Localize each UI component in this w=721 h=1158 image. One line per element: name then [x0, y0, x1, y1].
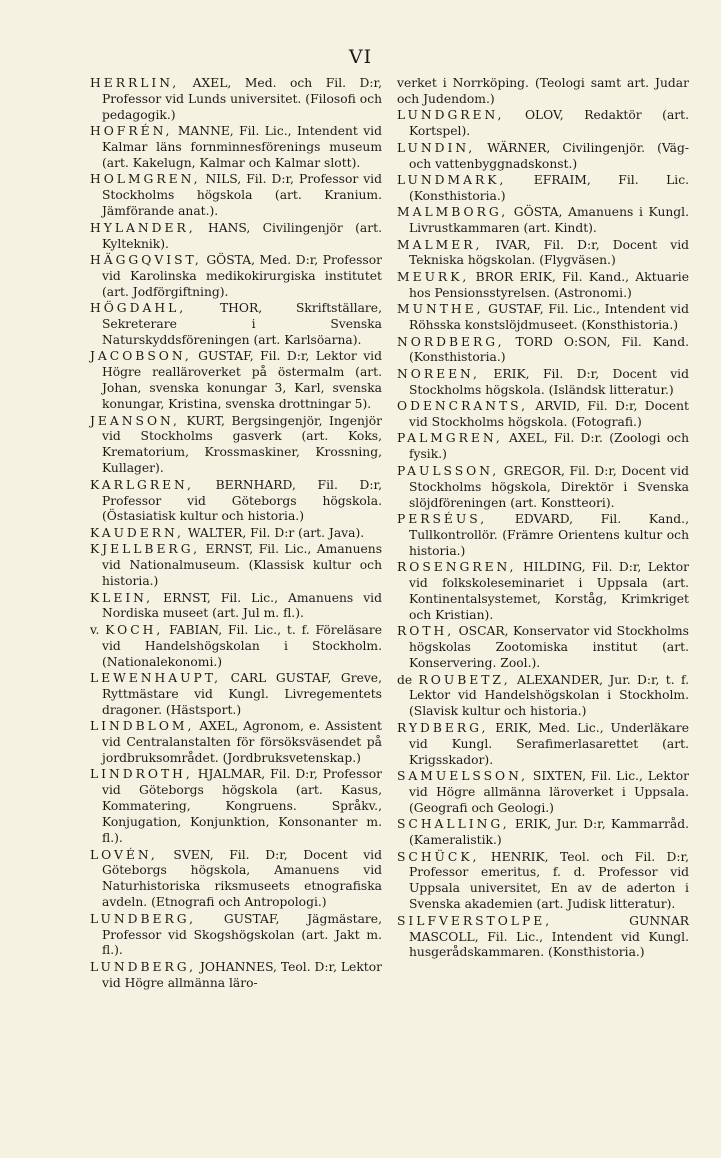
contributor-name: ROSENGREN,: [397, 560, 517, 575]
contributor-entry: [397, 173, 689, 205]
contributor-details: HENRIK, Teol. och Fil. D:r, Professor emeritus, f. d. Professor vid Uppsala universitet, En av de aderton i Svenska akademien (art. Judisk litteratur).: [409, 849, 689, 912]
contributor-details: ERNST, Fil. Lic., Amanuens vid Nationalmuseum. (Klassisk kultur och historia.): [102, 542, 382, 589]
contributor-details: ERIK, Med. Lic., Underläkare vid Kungl. Serafimerlasarettet (art. Krigsskador).: [409, 720, 689, 767]
contributor-entry: [90, 719, 382, 767]
contributor-details: SIXTEN, Fil. Lic., Lektor vid Högre allmänna läroverket i Uppsala. (Geografi och Geologi.): [409, 768, 689, 815]
contributor-details: JOHANNES, Teol. D:r, Lektor vid Högre allmänna läro-: [102, 959, 383, 990]
contributor-details: GUSTAF, Jägmästare, Professor vid Skogshögskolan (art. Jakt m. fl.).: [102, 911, 382, 958]
contributor-entry: [90, 124, 382, 172]
contributor-entry: [90, 76, 382, 124]
contributor-name: ROUBETZ,: [418, 672, 511, 687]
contributor-entry: [397, 335, 689, 367]
contributor-entry: [90, 414, 382, 478]
contributor-entry: [397, 270, 689, 302]
contributor-name: LUNDIN,: [397, 140, 476, 155]
contributor-name: SCHALLING,: [397, 817, 510, 832]
contributor-name: HYLANDER,: [90, 220, 196, 235]
contributor-name: HOFRÉN,: [90, 124, 173, 139]
contributor-entry: [397, 624, 689, 672]
contributor-details: ERIK, Jur. D:r, Kammarråd. (Kameralistik.): [409, 817, 689, 848]
contributor-details: CARL GUSTAF, Greve, Ryttmästare vid Kungl. Livregementets dragoner. (Hästsport.): [102, 671, 382, 717]
contributor-name: HOLMGREN,: [90, 172, 201, 187]
contributor-details: GÖSTA, Amanuens i Kungl. Livrustkammaren (art. Kindt).: [409, 205, 689, 236]
contributor-entry: [397, 108, 689, 140]
contributor-entry: [90, 671, 382, 719]
contributor-name: LUNDBERG,: [90, 959, 197, 974]
contributor-name: MUNTHE,: [397, 302, 484, 317]
contributor-entry: [397, 721, 689, 769]
contributor-details: OSCAR, Konservator vid Stockholms högskolas Zootomiska institut (art. Konservering. Zool.).: [409, 624, 689, 671]
contributor-entry: [397, 76, 689, 108]
contributor-details: GREGOR, Fil. D:r, Docent vid Stockholms högskola, Direktör i Svenska slöjdföreningen (art. Konstteori).: [409, 463, 689, 510]
name-prefix: de: [397, 672, 419, 687]
contributor-details: FABIAN, Fil. Lic., t. f. Föreläsare vid Handelshögskolan i Stockholm. (Nationalekonomi.): [102, 622, 382, 669]
contributor-details: GÖSTA, Med. D:r, Professor vid Karolinska medikokirurgiska institutet (art. Jodförgiftning).: [102, 252, 382, 299]
contributor-details: IVAR, Fil. D:r, Docent vid Tekniska högskolan. (Flygväsen.): [409, 237, 689, 268]
contributor-entry: [90, 172, 382, 220]
contributor-name: HÖGDAHL,: [90, 301, 187, 316]
contributor-name: JACOBSON,: [90, 349, 192, 364]
contributor-entry: [90, 912, 382, 960]
contributor-details: HJALMAR, Fil. D:r, Professor vid Göteborgs högskola (art. Kasus, Kommatering, Kongruens. Språkv., Konjugation, Konjunktion, Konsonanter m. fl.).: [102, 767, 382, 846]
contributor-details: TORD O:SON, Fil. Kand. (Konsthistoria.): [409, 334, 689, 365]
left-column: [90, 76, 382, 992]
contributor-name: KARLGREN,: [90, 477, 194, 492]
contributor-entry: [90, 623, 382, 671]
right-column: [397, 76, 689, 962]
contributor-entry: [90, 960, 382, 992]
contributor-details: GUSTAF, Fil. D:r, Lektor vid Högre realläroverket på östermalm (art. Johan, svenska konungar 3, Karl, svenska konungar, Kristina, svenska drottningar 5).: [102, 349, 382, 412]
contributor-entry: [90, 767, 382, 847]
contributor-entry: [397, 512, 689, 560]
contributor-entry: [397, 238, 689, 270]
contributor-name: ODENCRANTS,: [397, 399, 529, 414]
contributor-entry: [397, 399, 689, 431]
contributor-details: EFRAIM, Fil. Lic. (Konsthistoria.): [409, 172, 689, 203]
contributor-entry: [397, 769, 689, 817]
contributor-entry: [397, 141, 689, 173]
contributor-details: EDVARD, Fil. Kand., Tullkontrollör. (Främre Orientens kultur och historia.): [409, 511, 689, 558]
contributor-entry: [90, 253, 382, 301]
contributor-name: PERSÉUS,: [397, 511, 488, 526]
contributor-name: SCHÜCK,: [397, 849, 480, 864]
contributor-name: ROTH,: [397, 624, 455, 639]
contributor-name: MEURK,: [397, 269, 470, 284]
contributor-details: BROR ERIK, Fil. Kand., Aktuarie hos Pensionsstyrelsen. (Astronomi.): [409, 269, 689, 300]
contributor-details: BERNHARD, Fil. D:r, Professor vid Göteborgs högskola. (Östasiatisk kultur och historia.): [102, 477, 382, 524]
contributor-details: WÄRNER, Civilingenjör. (Väg- och vattenbyggnadskonst.): [409, 140, 689, 171]
contributor-entry: [397, 302, 689, 334]
contributor-name: MALMER,: [397, 237, 483, 252]
contributor-entry: [397, 367, 689, 399]
contributor-name: MALMBORG,: [397, 205, 509, 220]
page-number: VI: [348, 46, 373, 68]
contributor-name: RYDBERG,: [397, 720, 489, 735]
contributor-details: AXEL, Fil. D:r. (Zoologi och fysik.): [409, 431, 689, 462]
contributor-name: KOCH,: [105, 622, 164, 637]
contributor-details: KURT, Bergsingenjör, Ingenjör vid Stockholms gasverk (art. Koks, Krematorium, Krossmaskiner, Krossning, Kullager).: [102, 413, 382, 476]
contributor-entry: [90, 301, 382, 349]
contributor-details: MANNE, Fil. Lic., Intendent vid Kalmar läns fornminnesförenings museum (art. Kakelugn, Kalmar och Kalmar slott).: [102, 124, 382, 171]
contributor-name: NORDBERG,: [397, 334, 505, 349]
contributor-name: HÄGGQVIST,: [90, 252, 202, 267]
contributor-details: SVEN, Fil. D:r, Docent vid Göteborgs högskola, Amanuens vid Naturhistoriska riksmuseets etnografiska avdeln. (Etnografi och Antropologi.): [102, 847, 382, 910]
contributor-name: PAULSSON,: [397, 463, 500, 478]
contributor-name: LEWENHAUPT,: [90, 671, 222, 686]
contributor-details: GUNNAR MASCOLL, Fil. Lic., Intendent vid Kungl. husgerådskammaren. (Konsthistoria.): [409, 913, 689, 960]
contributor-name: JEANSON,: [90, 413, 180, 428]
contributor-details: verket i Norrköping. (Teologi samt art. Judar och Judendom.): [397, 76, 689, 106]
contributor-name: KJELLBERG,: [90, 542, 200, 557]
contributor-name: LINDBLOM,: [90, 719, 195, 734]
contributor-entry: [90, 478, 382, 526]
contributor-name: LUNDGREN,: [397, 108, 505, 123]
contributor-details: ERIK, Fil. D:r, Docent vid Stockholms högskola. (Isländsk litteratur.): [409, 366, 689, 397]
contributor-entry: [397, 914, 689, 962]
contributor-entry: [397, 205, 689, 237]
contributor-name: NOREEN,: [397, 366, 480, 381]
contributor-entry: [90, 349, 382, 413]
contributor-entry: [397, 673, 689, 721]
contributor-details: AXEL, Med. och Fil. D:r, Professor vid Lunds universitet. (Filosofi och pedagogik.): [102, 76, 382, 122]
contributor-name: HERRLIN,: [90, 76, 180, 90]
contributor-entry: [397, 464, 689, 512]
contributor-details: ALEXANDER, Jur. D:r, t. f. Lektor vid Handelshögskolan i Stockholm. (Slavisk kultur och historia.): [409, 672, 690, 719]
contributor-details: ARVID, Fil. D:r, Docent vid Stockholms högskola. (Fotografi.): [409, 399, 689, 430]
contributor-details: GUSTAF, Fil. Lic., Intendent vid Röhsska konstslöjdmuseet. (Konsthistoria.): [409, 302, 689, 333]
contributor-name: PALMGREN,: [397, 431, 503, 446]
contributor-entry: [397, 850, 689, 914]
contributor-details: OLOV, Redaktör (art. Kortspel).: [409, 108, 689, 139]
contributor-name: LUNDMARK,: [397, 172, 507, 187]
contributor-name: LINDROTH,: [90, 767, 193, 782]
contributor-details: ERNST, Fil. Lic., Amanuens vid Nordiska museet (art. Jul m. fl.).: [102, 590, 382, 621]
contributor-details: NILS, Fil. D:r, Professor vid Stockholms högskola (art. Kranium. Jämförande anat.).: [102, 172, 382, 219]
contributor-details: AXEL, Agronom, e. Assistent vid Centralanstalten för försöksväsendet på jordbruksområdet. (Jordbruksvetenskap.): [102, 719, 382, 766]
contributor-details: THOR, Skriftställare, Sekreterare i Svenska Naturskyddsföreningen (art. Karlsöarna).: [102, 301, 382, 347]
contributor-name: KAUDERN,: [90, 525, 184, 540]
contributor-entry: [90, 526, 382, 542]
contributor-entry: [397, 431, 689, 463]
contributor-entry: [90, 848, 382, 912]
contributor-name: LOVÉN,: [90, 847, 158, 862]
contributor-entry: [90, 542, 382, 590]
contributor-name: KLEIN,: [90, 590, 154, 605]
contributor-details: HILDING, Fil. D:r, Lektor vid folkskoleseminariet i Uppsala (art. Kontinentalsystemet, Korståg, Krimkriget och Kristian).: [409, 560, 689, 622]
name-prefix: v.: [90, 622, 106, 637]
contributor-name: SAMUELSSON,: [397, 768, 528, 783]
contributor-name: LUNDBERG,: [90, 911, 197, 926]
contributor-entry: [90, 221, 382, 253]
contributor-name: SILFVERSTOLPE,: [397, 913, 553, 928]
contributor-entry: [90, 591, 382, 623]
contributor-entry: [397, 560, 689, 624]
contributor-details: HANS, Civilingenjör (art. Kylteknik).: [102, 220, 382, 251]
contributor-details: WALTER, Fil. D:r (art. Java).: [183, 525, 365, 540]
contributor-entry: [397, 817, 689, 849]
